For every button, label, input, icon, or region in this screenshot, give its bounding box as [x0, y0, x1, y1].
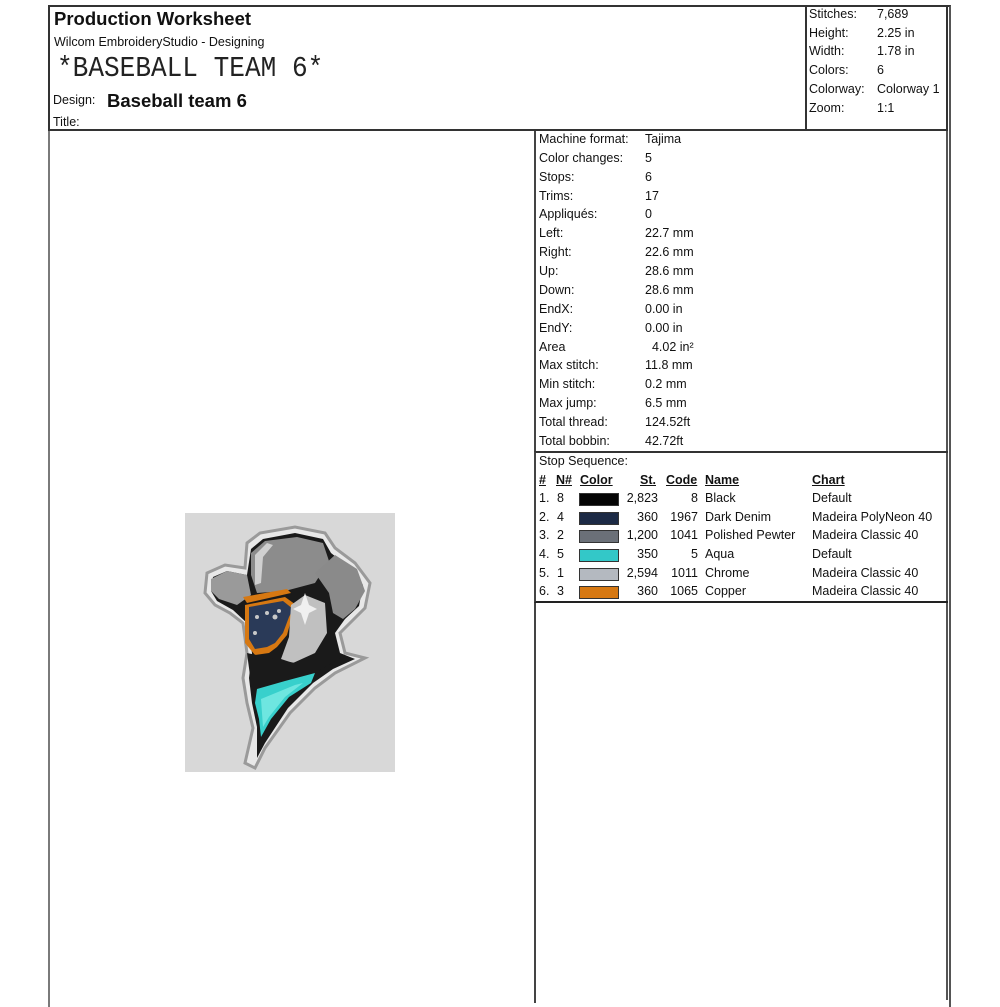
col-header-stitches: St.	[640, 473, 656, 487]
title-label: Title:	[53, 115, 80, 129]
color-swatch	[579, 549, 619, 562]
design-name: Baseball team 6	[107, 90, 247, 111]
app-subtitle: Wilcom EmbroideryStudio - Designing	[54, 35, 265, 49]
col-header-chart: Chart	[812, 473, 845, 487]
col-header-name: Name	[705, 473, 740, 487]
color-swatch	[579, 493, 619, 506]
color-swatch	[579, 568, 619, 581]
col-header-color: Color	[580, 473, 613, 487]
design-stats: Stitches: 7,689 Height: 2.25 in Width: 1.78 in Colors: 6 Colorway: Colorway 1 Zoom: 1:1	[805, 5, 948, 131]
machine-properties: Machine format: Tajima Color changes: 5 Stops: 6 Trims: 17 Appliqués: 0 Left: 22.7 mm Right: 22.6 mm Up: 28.6 mm Down: 28.6 mm EndX: 0.00 in EndY: 0.00 in Area 4.02 in² Max stitch: 11.8 mm Min stitch: 0.2 mm Max jump: 6.5 mm Total thread: 124.52ft Total bobbin: 42.72ft	[534, 131, 948, 451]
col-header-num: #	[539, 473, 546, 487]
barcode-text: *BASEBALL TEAM 6*	[57, 52, 324, 85]
col-header-needle: N#	[556, 473, 572, 487]
col-header-code: Code	[666, 473, 698, 487]
mascot-embroidery-image	[185, 513, 395, 772]
design-preview	[185, 513, 395, 772]
color-swatch	[579, 512, 619, 525]
design-label: Design:	[53, 93, 96, 107]
stop-sequence-title: Stop Sequence:	[539, 454, 628, 468]
notes-area	[534, 603, 948, 1003]
color-swatch	[579, 530, 619, 543]
worksheet-header	[48, 5, 806, 131]
page-title: Production Worksheet	[54, 8, 252, 29]
stop-sequence-table: Stop Sequence: # N# Color St. Code Name Chart 1. 8 2,823 8 Black Default 2. 4 360 1967 Dark Denim Madeira PolyNeon 40 3. 2 1,200 1041 Polished Pewter Madeira Classic 40 4. 5 350 5 Aqua Default 5. 1 2,594 1011 Chrome Madeira Classic 40 6. 3 360 1065 Copper Madeira Classic 40	[534, 451, 948, 603]
color-swatch	[579, 586, 619, 599]
